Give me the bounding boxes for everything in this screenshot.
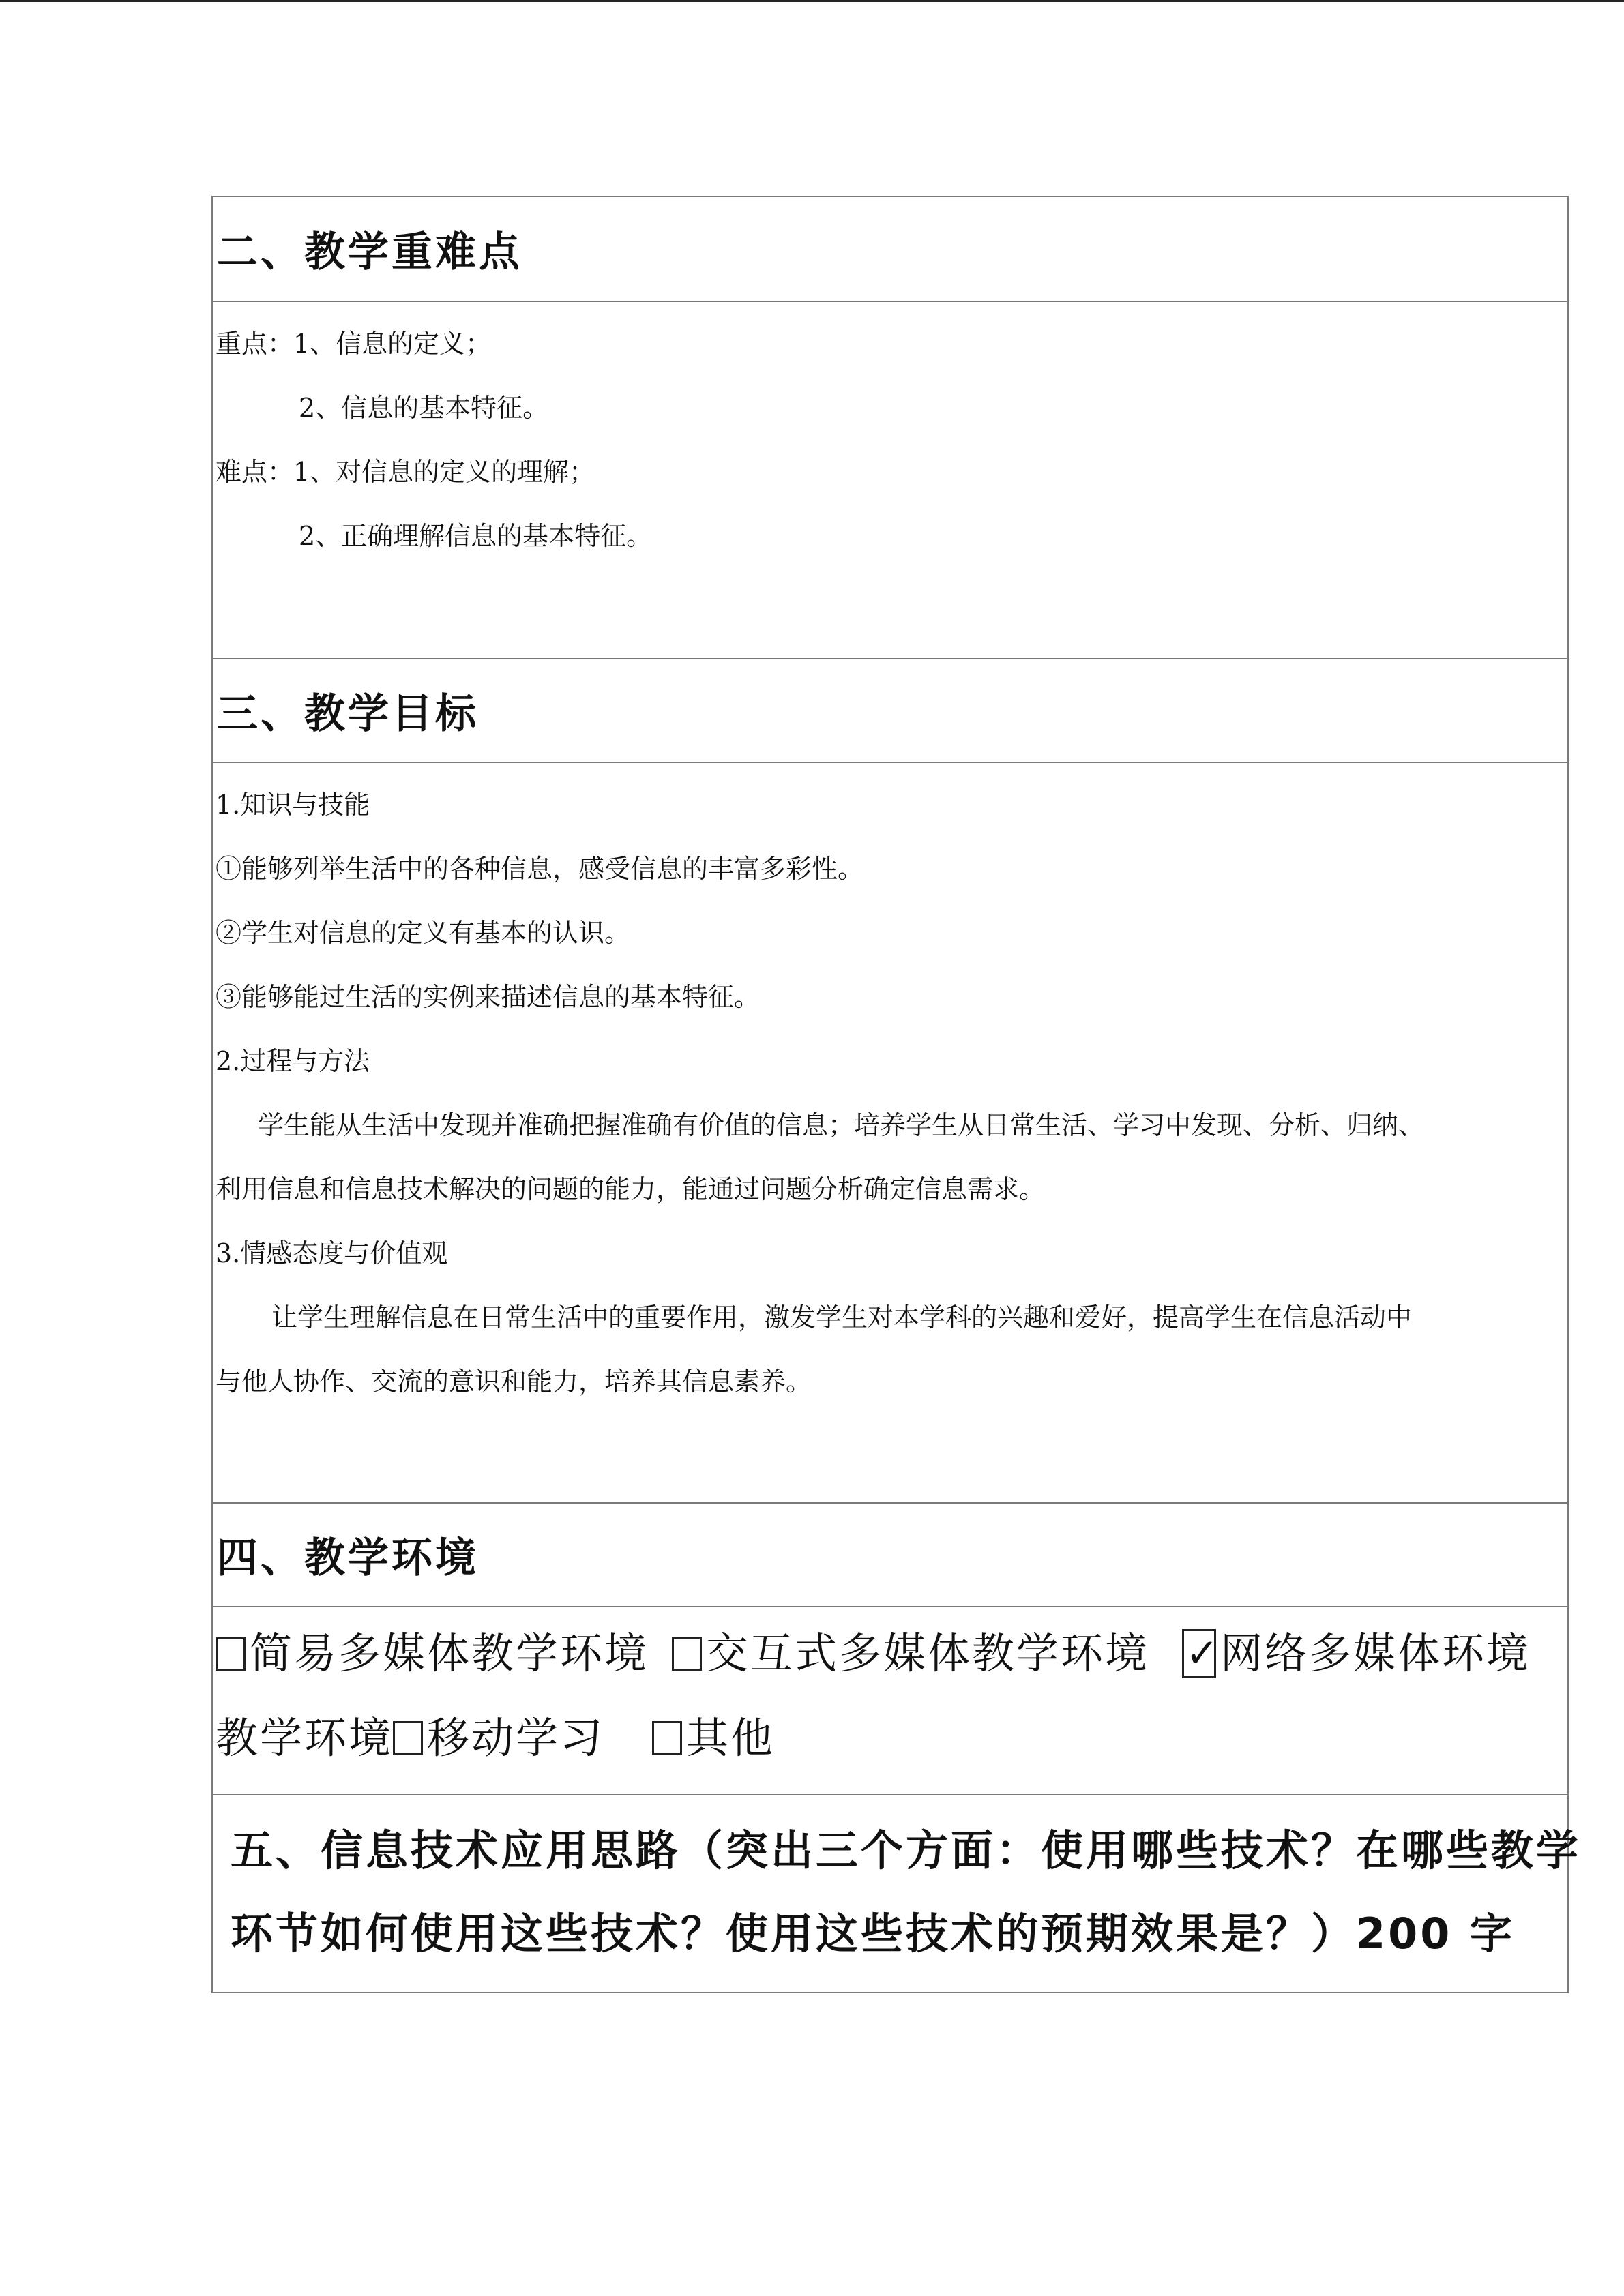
knowledge-item-1: ①能够列举生活中的各种信息，感受信息的丰富多彩性。 [216,854,864,884]
environment-options [213,1606,1567,1794]
difficulty-2: 2、正确理解信息的基本特征。 [299,521,653,551]
checkbox-other[interactable] [652,1721,682,1755]
section2-body [213,301,1567,658]
environment-line-2 [213,1696,1567,1780]
section3-heading-row [213,658,1567,762]
option-mobile-learning-label: 移动学习 [427,1713,605,1763]
section2-heading: 二、教学重难点 [217,228,522,276]
environment-line-1 [213,1611,1567,1696]
checkbox-mobile-learning[interactable] [393,1721,423,1755]
page-top-border [0,0,1624,2]
process-para-line-2: 利用信息和信息技术解决的问题的能力，能通过问题分析确定信息需求。 [216,1174,1046,1204]
emotion-title: 3.情感态度与价值观 [216,1238,448,1268]
option-network-multimedia-label: 网络多媒体环境 [1220,1628,1531,1678]
key-point-2: 2、信息的基本特征。 [299,393,549,423]
option-simple-multimedia-label: 简易多媒体教学环境 [250,1628,649,1678]
section5-heading-row [213,1794,1582,1992]
knowledge-item-2: ②学生对信息的定义有基本的认识。 [216,918,631,948]
lesson-plan-table [211,196,1582,1993]
section5-heading-line-1: 五、信息技术应用思路（突出三个方面：使用哪些技术？在哪些教学 [231,1825,1582,1875]
process-title: 2.过程与方法 [216,1046,370,1076]
section3-body [213,762,1567,1502]
checkbox-interactive-multimedia[interactable] [672,1637,702,1671]
section2-heading-row [213,197,1567,301]
section4-heading: 四、教学环境 [217,1534,479,1582]
knowledge-title: 1.知识与技能 [216,790,370,820]
option-network-multimedia-continuation: 教学环境 [216,1713,394,1763]
section5-heading-line-2: 环节如何使用这些技术？使用这些技术的预期效果是？）200 字 [231,1909,1516,1958]
knowledge-item-3: ③能够能过生活的实例来描述信息的基本特征。 [216,982,761,1012]
section3-heading: 三、教学目标 [217,690,479,738]
checkbox-simple-multimedia[interactable] [216,1637,246,1671]
option-other-label: 其他 [686,1713,776,1763]
process-para-line-1: 学生能从生活中发现并准确把握准确有价值的信息；培养学生从日常生活、学习中发现、分析、归纳、 [258,1110,1425,1140]
difficulty-1: 难点：1、对信息的定义的理解； [216,457,595,487]
emotion-para-line-1: 让学生理解信息在日常生活中的重要作用，激发学生对本学科的兴趣和爱好，提高学生在信息活动中 [271,1302,1413,1332]
emotion-para-line-2: 与他人协作、交流的意识和能力，培养其信息素养。 [216,1367,812,1397]
checkbox-network-multimedia-checked[interactable] [1182,1629,1216,1678]
section4-heading-row [213,1502,1567,1606]
key-point-1: 重点：1、信息的定义； [216,329,492,359]
option-interactive-multimedia-label: 交互式多媒体教学环境 [706,1628,1150,1678]
